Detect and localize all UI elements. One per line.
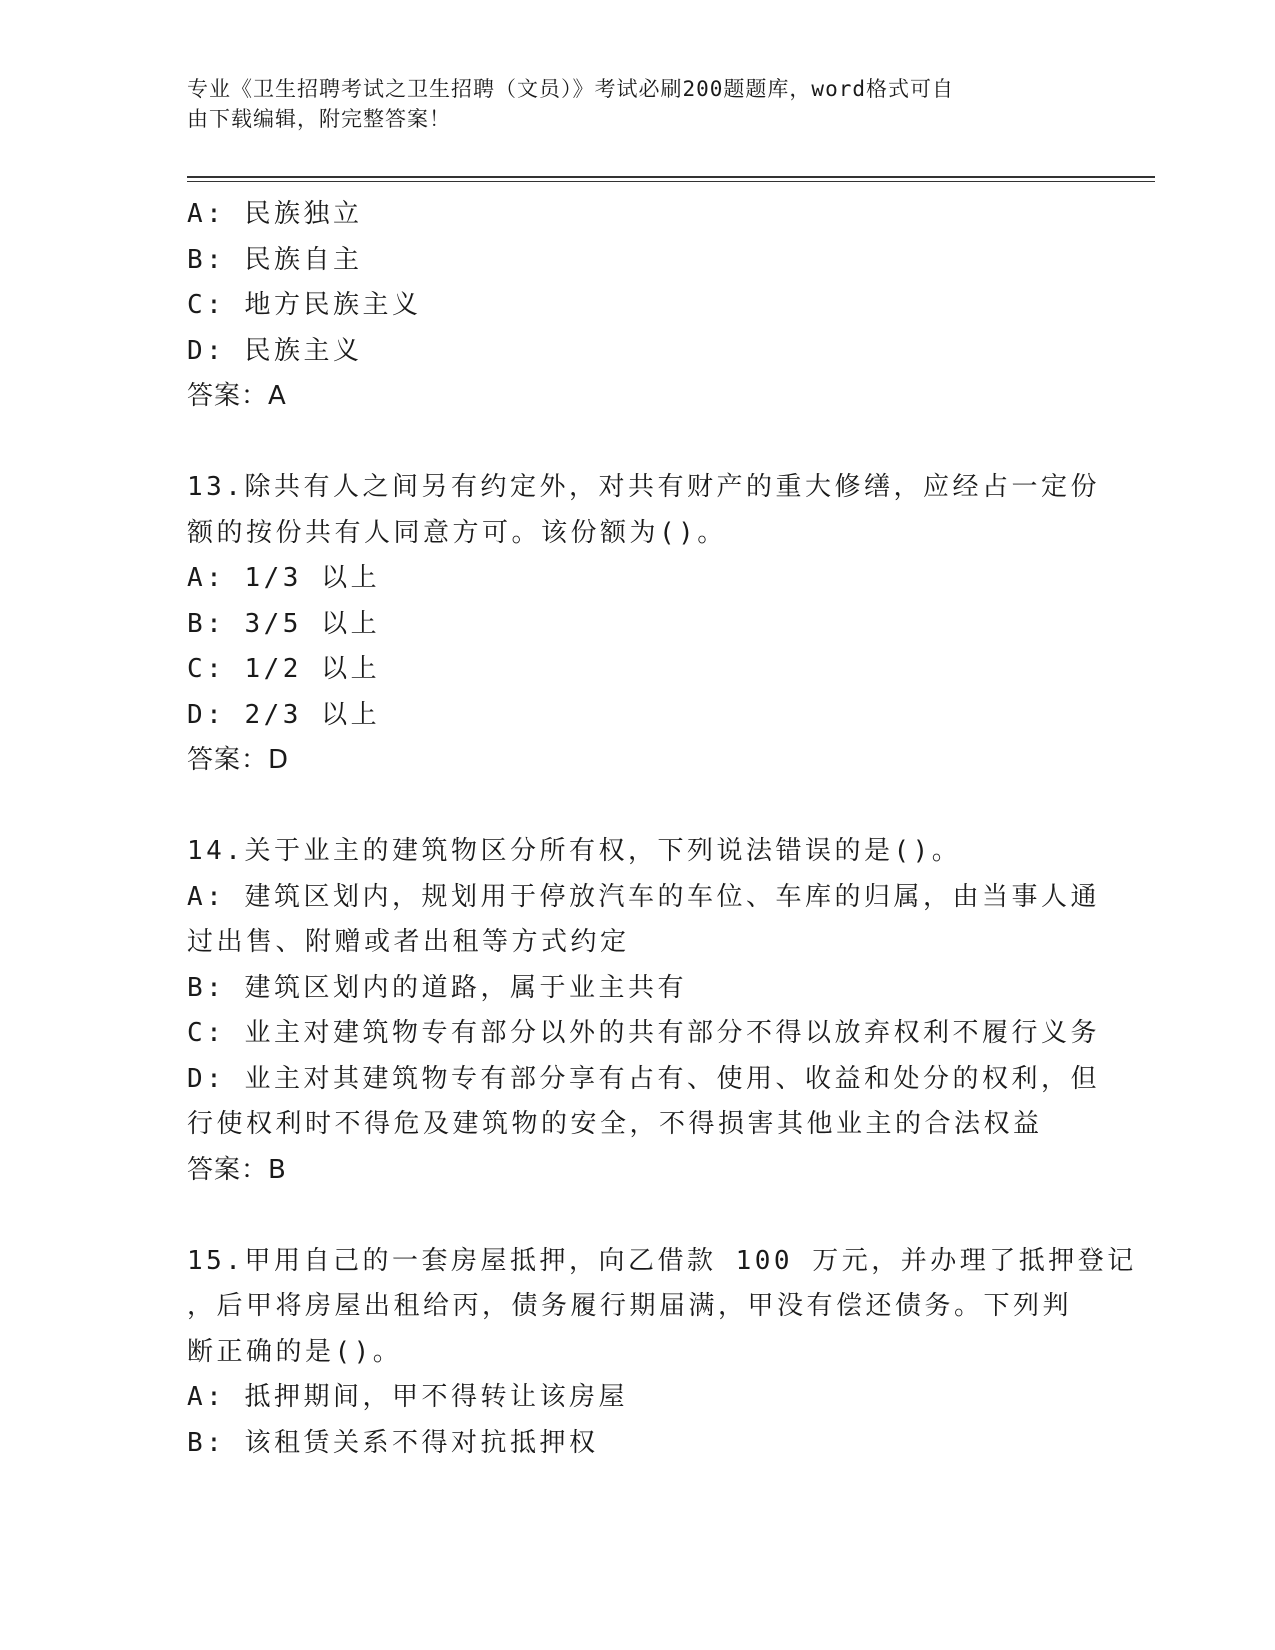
answer-line: 答案：B: [187, 1154, 287, 1185]
header-divider: [187, 176, 1155, 178]
option-a: A: 民族独立: [187, 199, 363, 229]
question-stem: 14.关于业主的建筑物区分所有权，下列说法错误的是()。: [187, 836, 962, 866]
question-15: [187, 1239, 1137, 1467]
option-d: D: 2/3 以上: [187, 699, 381, 730]
question-list: [187, 192, 1137, 1466]
question-12: [187, 192, 1077, 420]
answer-line: 答案：D: [187, 745, 290, 775]
question-stem: ，后甲将房屋出租给丙，债务履行期届满，甲没有偿还债务。下列判: [187, 1291, 1073, 1321]
option-d-continued: 行使权利时不得危及建筑物的安全，不得损害其他业主的合法权益: [187, 1109, 1043, 1139]
option-a: A: 建筑区划内，规划用于停放汽车的车位、车库的归属，由当事人通: [187, 881, 1100, 912]
header-line: 由下载编辑，附完整答案！: [187, 107, 451, 131]
option-c: C: 地方民族主义: [187, 290, 422, 320]
option-b: B: 3/5 以上: [187, 608, 381, 639]
answer-line: 答案：A: [187, 381, 287, 411]
option-c: C: 1/2 以上: [187, 654, 381, 684]
option-b: B: 该租赁关系不得对抗抵押权: [187, 1427, 599, 1458]
question-stem: 断正确的是()。: [187, 1336, 403, 1367]
header-divider-thin: [187, 181, 1155, 182]
question-stem: 15.甲用自己的一套房屋抵押，向乙借款 100 万元，并办理了抵押登记: [187, 1245, 1137, 1276]
question-stem: 额的按份共有人同意方可。该份额为()。: [187, 517, 727, 548]
option-d: D: 民族主义: [187, 335, 363, 366]
option-b: B: 民族自主: [187, 244, 363, 275]
spacer: [187, 784, 1077, 830]
option-a: A: 1/3 以上: [187, 563, 381, 593]
option-c: C: 业主对建筑物专有部分以外的共有部分不得以放弃权利不履行义务: [187, 1018, 1100, 1048]
option-d: D: 业主对其建筑物专有部分享有占有、使用、收益和处分的权利，但: [187, 1063, 1100, 1094]
document-header: [187, 74, 1067, 134]
question-stem: 13.除共有人之间另有约定外，对共有财产的重大修缮，应经占一定份: [187, 472, 1100, 502]
option-b: B: 建筑区划内的道路，属于业主共有: [187, 972, 687, 1003]
option-a: A: 抵押期间，甲不得转让该房屋: [187, 1382, 628, 1412]
question-14: [187, 829, 1100, 1193]
spacer: [187, 420, 1077, 466]
question-13: [187, 465, 1100, 784]
header-line: 专业《卫生招聘考试之卫生招聘（文员）》考试必刷200题题库，word格式可自: [187, 77, 954, 101]
option-a-continued: 过出售、附赠或者出租等方式约定: [187, 927, 630, 957]
spacer: [187, 1193, 1077, 1239]
